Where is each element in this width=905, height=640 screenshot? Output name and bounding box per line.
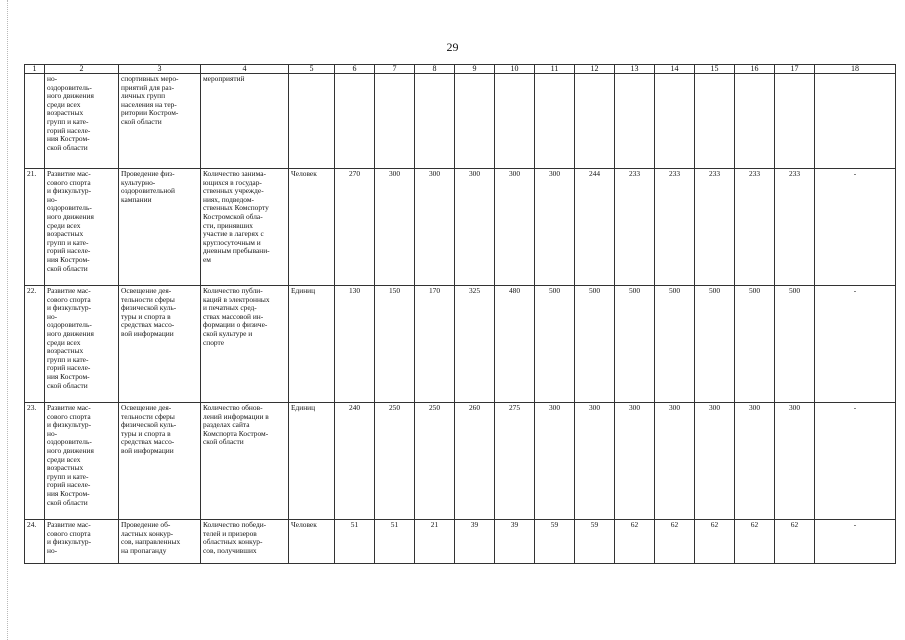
column-number: 15 [695,65,735,74]
value-cell: 59 [535,520,575,564]
last-column-cell: - [815,286,896,403]
value-cell [695,74,735,169]
value-cell [615,74,655,169]
column-number: 8 [415,65,455,74]
value-cell: 270 [335,169,375,286]
value-cell: 62 [735,520,775,564]
row-number [25,74,45,169]
indicator-cell: Количество обнов- лений информации в разделах сайта Комспорта Костром- ской области [201,403,289,520]
column-number: 2 [45,65,119,74]
value-cell: 300 [455,169,495,286]
value-cell: 59 [575,520,615,564]
value-cell: 150 [375,286,415,403]
value-cell [655,74,695,169]
value-cell [375,74,415,169]
unit-cell: Единиц [289,286,335,403]
value-cell: 233 [775,169,815,286]
value-cell: 325 [455,286,495,403]
table-row [25,286,896,403]
column-number: 1 [25,65,45,74]
value-cell: 233 [655,169,695,286]
value-cell: 51 [375,520,415,564]
event-cell: Освещение дея- тельности сферы физической куль- туры и спорта в средствах массо- вой информации [119,403,201,520]
value-cell: 244 [575,169,615,286]
value-cell: 300 [615,403,655,520]
event-cell: Проведение физ- культурно- оздоровительной кампании [119,169,201,286]
value-cell: 300 [695,403,735,520]
value-cell: 300 [775,403,815,520]
value-cell: 500 [615,286,655,403]
indicators-table [24,64,896,564]
unit-cell: Человек [289,169,335,286]
value-cell: 300 [535,169,575,286]
column-number-row [25,65,896,74]
unit-cell [289,74,335,169]
unit-cell: Единиц [289,403,335,520]
row-number: 23. [25,403,45,520]
indicator-cell: Количество занима- ющихся в государ- ственных учрежде- ниях, подведом- ственных Комспорту Костромской обла- сти, принявших участие в лагерях с круглосуточным и дневным пребывани- ем [201,169,289,286]
column-number: 13 [615,65,655,74]
table-row [25,403,896,520]
value-cell: 39 [455,520,495,564]
value-cell: 300 [535,403,575,520]
goal-cell: Развитие мас- сового спорта и физкультур- но- оздоровитель- ного движения среди всех возрастных групп и кате- горий населе- ния Костром- ской области [45,169,119,286]
value-cell: 275 [495,403,535,520]
column-number: 11 [535,65,575,74]
value-cell [495,74,535,169]
value-cell: 250 [375,403,415,520]
value-cell: 21 [415,520,455,564]
value-cell: 500 [775,286,815,403]
value-cell [575,74,615,169]
value-cell: 300 [655,403,695,520]
value-cell: 62 [695,520,735,564]
row-number: 22. [25,286,45,403]
value-cell: 62 [655,520,695,564]
indicator-cell: мероприятий [201,74,289,169]
value-cell: 130 [335,286,375,403]
value-cell [335,74,375,169]
last-column-cell: - [815,403,896,520]
indicator-cell: Количество победи- телей и призеров областных конкур- сов, получивших [201,520,289,564]
column-number: 18 [815,65,896,74]
column-number: 14 [655,65,695,74]
value-cell [775,74,815,169]
unit-cell: Человек [289,520,335,564]
value-cell: 51 [335,520,375,564]
value-cell: 39 [495,520,535,564]
value-cell: 260 [455,403,495,520]
table-row [25,169,896,286]
value-cell: 500 [575,286,615,403]
page-number: 29 [446,40,459,54]
value-cell: 233 [615,169,655,286]
value-cell: 62 [615,520,655,564]
value-cell: 233 [695,169,735,286]
row-number: 24. [25,520,45,564]
column-number: 3 [119,65,201,74]
indicator-cell: Количество публи- каций в электронных и печатных сред- ствах массовой ин- формации о физиче- ской культуре и спорте [201,286,289,403]
value-cell: 300 [415,169,455,286]
value-cell: 500 [535,286,575,403]
value-cell: 300 [495,169,535,286]
value-cell: 250 [415,403,455,520]
value-cell: 500 [655,286,695,403]
event-cell: спортивных меро- приятий для раз- личных групп населения на тер- ритории Костром- ской области [119,74,201,169]
goal-cell: Развитие мас- сового спорта и физкультур- но- [45,520,119,564]
column-number: 7 [375,65,415,74]
event-cell: Проведение об- ластных конкур- сов, направленных на пропаганду [119,520,201,564]
row-number: 21. [25,169,45,286]
binding-margin-line [7,0,8,640]
column-number: 17 [775,65,815,74]
column-number: 9 [455,65,495,74]
value-cell [535,74,575,169]
column-number: 4 [201,65,289,74]
last-column-cell: - [815,520,896,564]
value-cell: 233 [735,169,775,286]
column-number: 5 [289,65,335,74]
value-cell: 500 [735,286,775,403]
table-row [25,74,896,169]
goal-cell: Развитие мас- сового спорта и физкультур- но- оздоровитель- ного движения среди всех возрастных групп и кате- горий населе- ния Костром- ской области [45,286,119,403]
goal-cell: Развитие мас- сового спорта и физкультур- но- оздоровитель- ного движения среди всех возрастных групп и кате- горий населе- ния Костром- ской области [45,403,119,520]
value-cell: 170 [415,286,455,403]
table-row [25,520,896,564]
value-cell: 300 [735,403,775,520]
value-cell: 300 [375,169,415,286]
value-cell [455,74,495,169]
column-number: 10 [495,65,535,74]
value-cell: 62 [775,520,815,564]
value-cell: 240 [335,403,375,520]
column-number: 12 [575,65,615,74]
value-cell: 300 [575,403,615,520]
column-number: 6 [335,65,375,74]
event-cell: Освещение дея- тельности сферы физической куль- туры и спорта в средствах массо- вой информации [119,286,201,403]
value-cell: 500 [695,286,735,403]
value-cell [415,74,455,169]
goal-cell: но- оздоровитель- ного движения среди всех возрастных групп и кате- горий населе- ния Костром- ской области [45,74,119,169]
value-cell [735,74,775,169]
value-cell: 480 [495,286,535,403]
last-column-cell: - [815,169,896,286]
column-number: 16 [735,65,775,74]
last-column-cell [815,74,896,169]
